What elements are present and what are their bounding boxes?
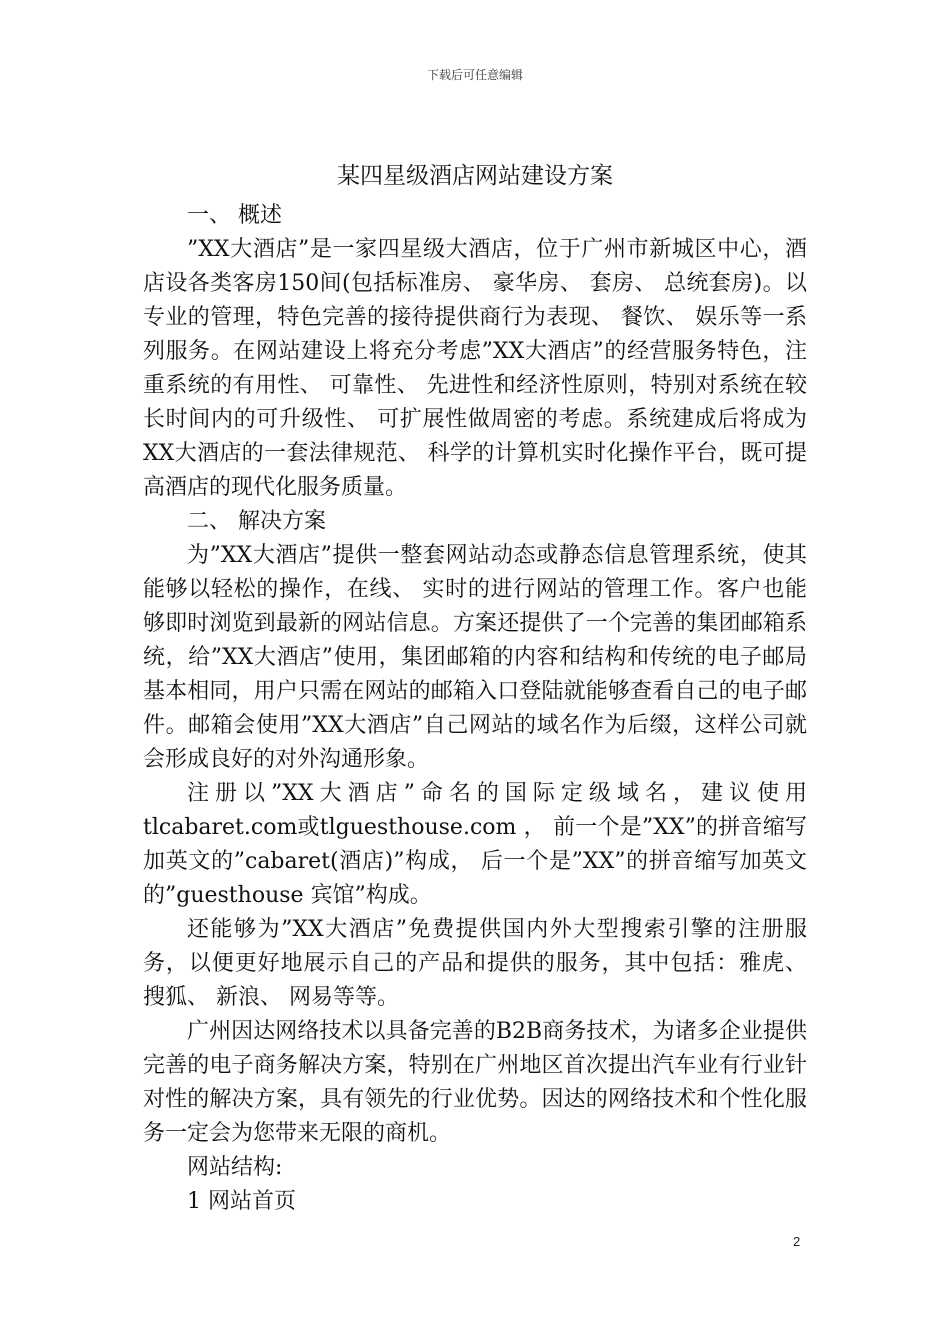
paragraph-solution: 为”XX大酒店”提供一整套网站动态或静态信息管理系统，使其能够以轻松的操作，在线、 实时的进行网站的管理工作。客户也能够即时浏览到最新的网站信息。方案还提供了一个完善的集团邮箱系统，给”XX大酒店”使用，集团邮箱的内容和结构和传统的电子邮局基本相同，用户只需在网站的邮箱入口登陆就能够查看自己的电子邮件。邮箱会使用”XX大酒店”自己网站的域名作为后缀，这样公司就会形成良好的对外沟通形象。 [143,543,807,772]
section-heading-homepage: 1 网站首页 [187,1189,296,1214]
section-heading-structure: 网站结构: [187,1155,283,1180]
section-heading-solution: 二、 解决方案 [187,509,326,534]
paragraph-domain: 注册以”XX大酒店”命名的国际定级域名，建议使用tlcabaret.com或tlguesthouse.com ， 前一个是”XX”的拼音缩写加英文的”cabaret(酒店)”构成， 后一个是”XX”的拼音缩写加英文的”guesthouse 宾馆”构成。 [143,781,807,908]
page-number: 2 [793,1234,801,1249]
paragraph-overview: ”XX大酒店”是一家四星级大酒店，位于广州市新城区中心，酒店设各类客房150间(包括标准房、 豪华房、 套房、 总统套房)。以专业的管理，特色完善的接待提供商行为表现、 餐饮、 娱乐等一系列服务。在网站建设上将充分考虑”XX大酒店”的经营服务特色，注重系统的有用性、 可靠性、 先进性和经济性原则，特别对系统在较长时间内的可升级性、 可扩展性做周密的考虑。系统建成后将成为XX大酒店的一套法律规范、 科学的计算机实时化操作平台，既可提高酒店的现代化服务质量。 [143,237,807,500]
header-note: 下载后可任意编辑 [426,68,523,82]
paragraph-search-engines: 还能够为”XX大酒店”免费提供国内外大型搜索引擎的注册服务，以便更好地展示自己的产品和提供的服务，其中包括：雅虎、 搜狐、 新浪、 网易等等。 [143,917,807,1010]
document-title: 某四星级酒店网站建设方案 [337,163,613,189]
document-body [143,199,807,1219]
paragraph-company: 广州因达网络技术以具备完善的B2B商务技术，为诸多企业提供完善的电子商务解决方案，特别在广州地区首次提出汽车业有行业针对性的解决方案，具有领先的行业优势。因达的网络技术和个性化服务一定会为您带来无限的商机。 [143,1019,807,1146]
section-heading-overview: 一、 概述 [187,203,282,228]
